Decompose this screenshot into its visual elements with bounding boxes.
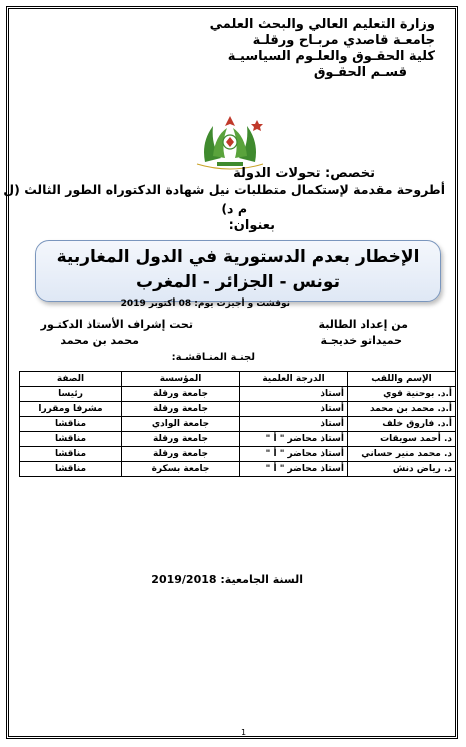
jury-header-name: الإسم واللقب — [348, 372, 456, 387]
academic-year: السنة الجامعية: 2019/2018 — [151, 573, 303, 586]
department-line: قسـم الحقـوق — [313, 65, 407, 80]
jury-role: رئيسا — [20, 387, 122, 402]
jury-rank: أستاذ — [240, 387, 348, 402]
supervisor-label: تحت إشراف الأستاذ الدكتـور — [40, 318, 193, 331]
jury-name: أ.د. فاروق خلف — [348, 417, 456, 432]
ministry-line: وزارة التعليم العالي والبحث العلمي — [209, 17, 435, 32]
committee-label: لجنـة المنـاقشـة: — [171, 352, 255, 363]
jury-name: د. رياض دنش — [348, 462, 456, 477]
jury-rank: أستاذ — [240, 402, 348, 417]
jury-name: د. محمد منير حساني — [348, 447, 456, 462]
jury-institution: جامعة الوادي — [122, 417, 240, 432]
student-name: حميداتو خديجـة — [320, 334, 402, 347]
institution-header — [210, 17, 435, 81]
page-number: 1 — [241, 728, 247, 737]
specialization: تخصص: تحولات الدولة — [233, 166, 375, 181]
table-row — [20, 462, 456, 477]
defense-date: نوقشت و أجيزت يوم: 08 أكتوبر 2019 — [120, 299, 290, 309]
jury-role: مناقشا — [20, 417, 122, 432]
supervisor-name: محمد بن محمد — [60, 334, 139, 347]
jury-institution: جامعة ورقلة — [122, 432, 240, 447]
jury-header-rank: الدرجة العلمية — [240, 372, 348, 387]
jury-header-role: الصفة — [20, 372, 122, 387]
jury-role: مشرفا ومقررا — [20, 402, 122, 417]
table-row — [20, 447, 456, 462]
university-emblem-icon — [191, 112, 269, 174]
jury-name: أ.د. محمد بن محمد — [348, 402, 456, 417]
jury-header-row — [20, 372, 456, 387]
jury-institution: جامعة ورقلة — [122, 402, 240, 417]
jury-rank: أستاذ محاضر " أ " — [240, 462, 348, 477]
student-label: من إعداد الطالبة — [318, 318, 408, 331]
thesis-title-main: الإخطار بعدم الدستورية في الدول المغاربية — [56, 247, 420, 267]
thesis-statement-continued: م د) — [221, 201, 247, 216]
thesis-title-countries: تونس - الجزائر - المغرب — [136, 272, 340, 292]
jury-name: أ.د. بوحنية قوي — [348, 387, 456, 402]
jury-institution: جامعة بسكرة — [122, 462, 240, 477]
table-row — [20, 387, 456, 402]
page-border — [3, 6, 458, 739]
jury-rank: أستاذ — [240, 417, 348, 432]
jury-table — [19, 371, 456, 477]
faculty-line: كلية الحقـوق والعلـوم السياسيـة — [227, 49, 435, 64]
jury-institution: جامعة ورقلة — [122, 387, 240, 402]
table-row — [20, 432, 456, 447]
jury-name: د. أحمد سويقات — [348, 432, 456, 447]
jury-institution: جامعة ورقلة — [122, 447, 240, 462]
jury-header-institution: المؤسسة — [122, 372, 240, 387]
jury-rank: أستاذ محاضر " أ " — [240, 432, 348, 447]
thesis-statement: أطروحة مقدمة لإستكمال متطلبات نيل شهادة الدكتوراه الطور الثالث (ل — [3, 182, 445, 197]
jury-role: مناقشا — [20, 432, 122, 447]
title-label: بعنوان: — [228, 218, 275, 233]
jury-role: مناقشا — [20, 447, 122, 462]
university-line: جامعـة قاصدي مربـاح ورقلـة — [252, 33, 435, 48]
thesis-title-box — [35, 240, 441, 302]
table-row — [20, 417, 456, 432]
jury-role: مناقشا — [20, 462, 122, 477]
table-row — [20, 402, 456, 417]
jury-rank: أستاذ محاضر " أ " — [240, 447, 348, 462]
